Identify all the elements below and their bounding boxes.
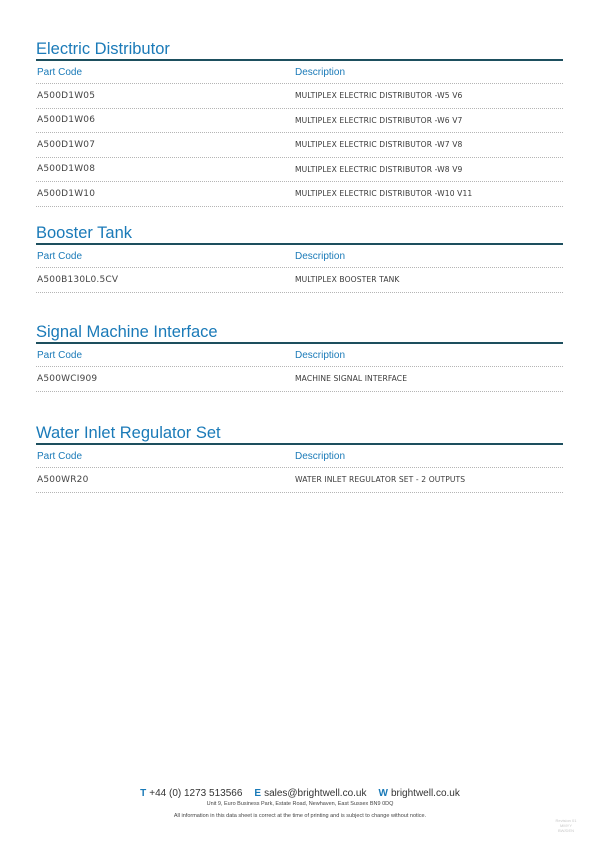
table-row — [36, 133, 563, 158]
email-link[interactable]: sales@brightwell.co.uk — [264, 788, 367, 799]
part-code: A500D1W05 — [37, 90, 96, 101]
website-link[interactable]: brightwell.co.uk — [390, 788, 460, 799]
table-row — [36, 84, 563, 109]
part-code: A500WCI909 — [37, 373, 98, 384]
part-description: MULTIPLEX ELECTRIC DISTRIBUTOR -W8 V9 — [295, 164, 463, 174]
revision-stamp — [548, 818, 584, 833]
description-header: Description — [295, 450, 346, 462]
part-code: A500B130L0.5CV — [37, 274, 119, 285]
part-code: A500D1W10 — [37, 188, 96, 199]
table-header — [36, 445, 563, 468]
part-description: MULTIPLEX ELECTRIC DISTRIBUTOR -W7 V8 — [295, 140, 463, 150]
footer-disclaimer: All information in this data sheet is correct at the time of printing and is subject to change without notice. — [173, 813, 427, 819]
part-description: MULTIPLEX BOOSTER TANK — [295, 275, 400, 285]
part-description: WATER INLET REGULATOR SET - 2 OUTPUTS — [295, 475, 466, 485]
part-description: MULTIPLEX ELECTRIC DISTRIBUTOR -W6 V7 — [295, 115, 463, 125]
table-header — [36, 245, 563, 268]
phone-key: T — [140, 788, 147, 799]
table-row — [36, 468, 563, 493]
table-row — [36, 367, 563, 392]
part-code-header: Part Code — [37, 250, 83, 262]
section-water-inlet-regulator-set — [36, 423, 563, 493]
description-header: Description — [295, 66, 346, 78]
phone-number: +44 (0) 1273 513566 — [149, 788, 243, 799]
part-code-header: Part Code — [37, 349, 83, 361]
section-title: Signal Machine Interface — [36, 323, 218, 341]
part-description: MULTIPLEX ELECTRIC DISTRIBUTOR -W10 V11 — [295, 189, 473, 199]
revision-line: Revision 01 — [555, 818, 577, 823]
footer-address: Unit 9, Euro Business Park, Estate Road, Newhaven, East Sussex BN9 0DQ — [206, 801, 394, 807]
table-header — [36, 344, 563, 367]
web-key: W — [378, 788, 388, 799]
section-title: Booster Tank — [36, 224, 133, 242]
footer-contact — [0, 788, 600, 799]
section-signal-machine-interface — [36, 322, 563, 392]
part-code-header: Part Code — [37, 66, 83, 78]
revision-line: MMYY — [560, 823, 572, 828]
section-title: Electric Distributor — [36, 40, 170, 58]
email-key: E — [254, 788, 262, 799]
part-code: A500D1W07 — [37, 139, 96, 150]
table-row — [36, 109, 563, 134]
part-code: A500WR20 — [37, 474, 89, 485]
table-row — [36, 158, 563, 183]
part-description: MACHINE SIGNAL INTERFACE — [295, 374, 408, 384]
section-title: Water Inlet Regulator Set — [36, 424, 221, 442]
table-row — [36, 268, 563, 293]
section-booster-tank — [36, 223, 563, 293]
part-description: MULTIPLEX ELECTRIC DISTRIBUTOR -W5 V6 — [295, 91, 463, 101]
description-header: Description — [295, 349, 346, 361]
part-code: A500D1W06 — [37, 115, 96, 126]
table-header — [36, 61, 563, 84]
description-header: Description — [295, 250, 346, 262]
revision-line: BW/DEN — [558, 828, 574, 833]
part-code: A500D1W08 — [37, 164, 96, 175]
section-electric-distributor — [36, 39, 563, 207]
part-code-header: Part Code — [37, 450, 83, 462]
table-row — [36, 182, 563, 207]
